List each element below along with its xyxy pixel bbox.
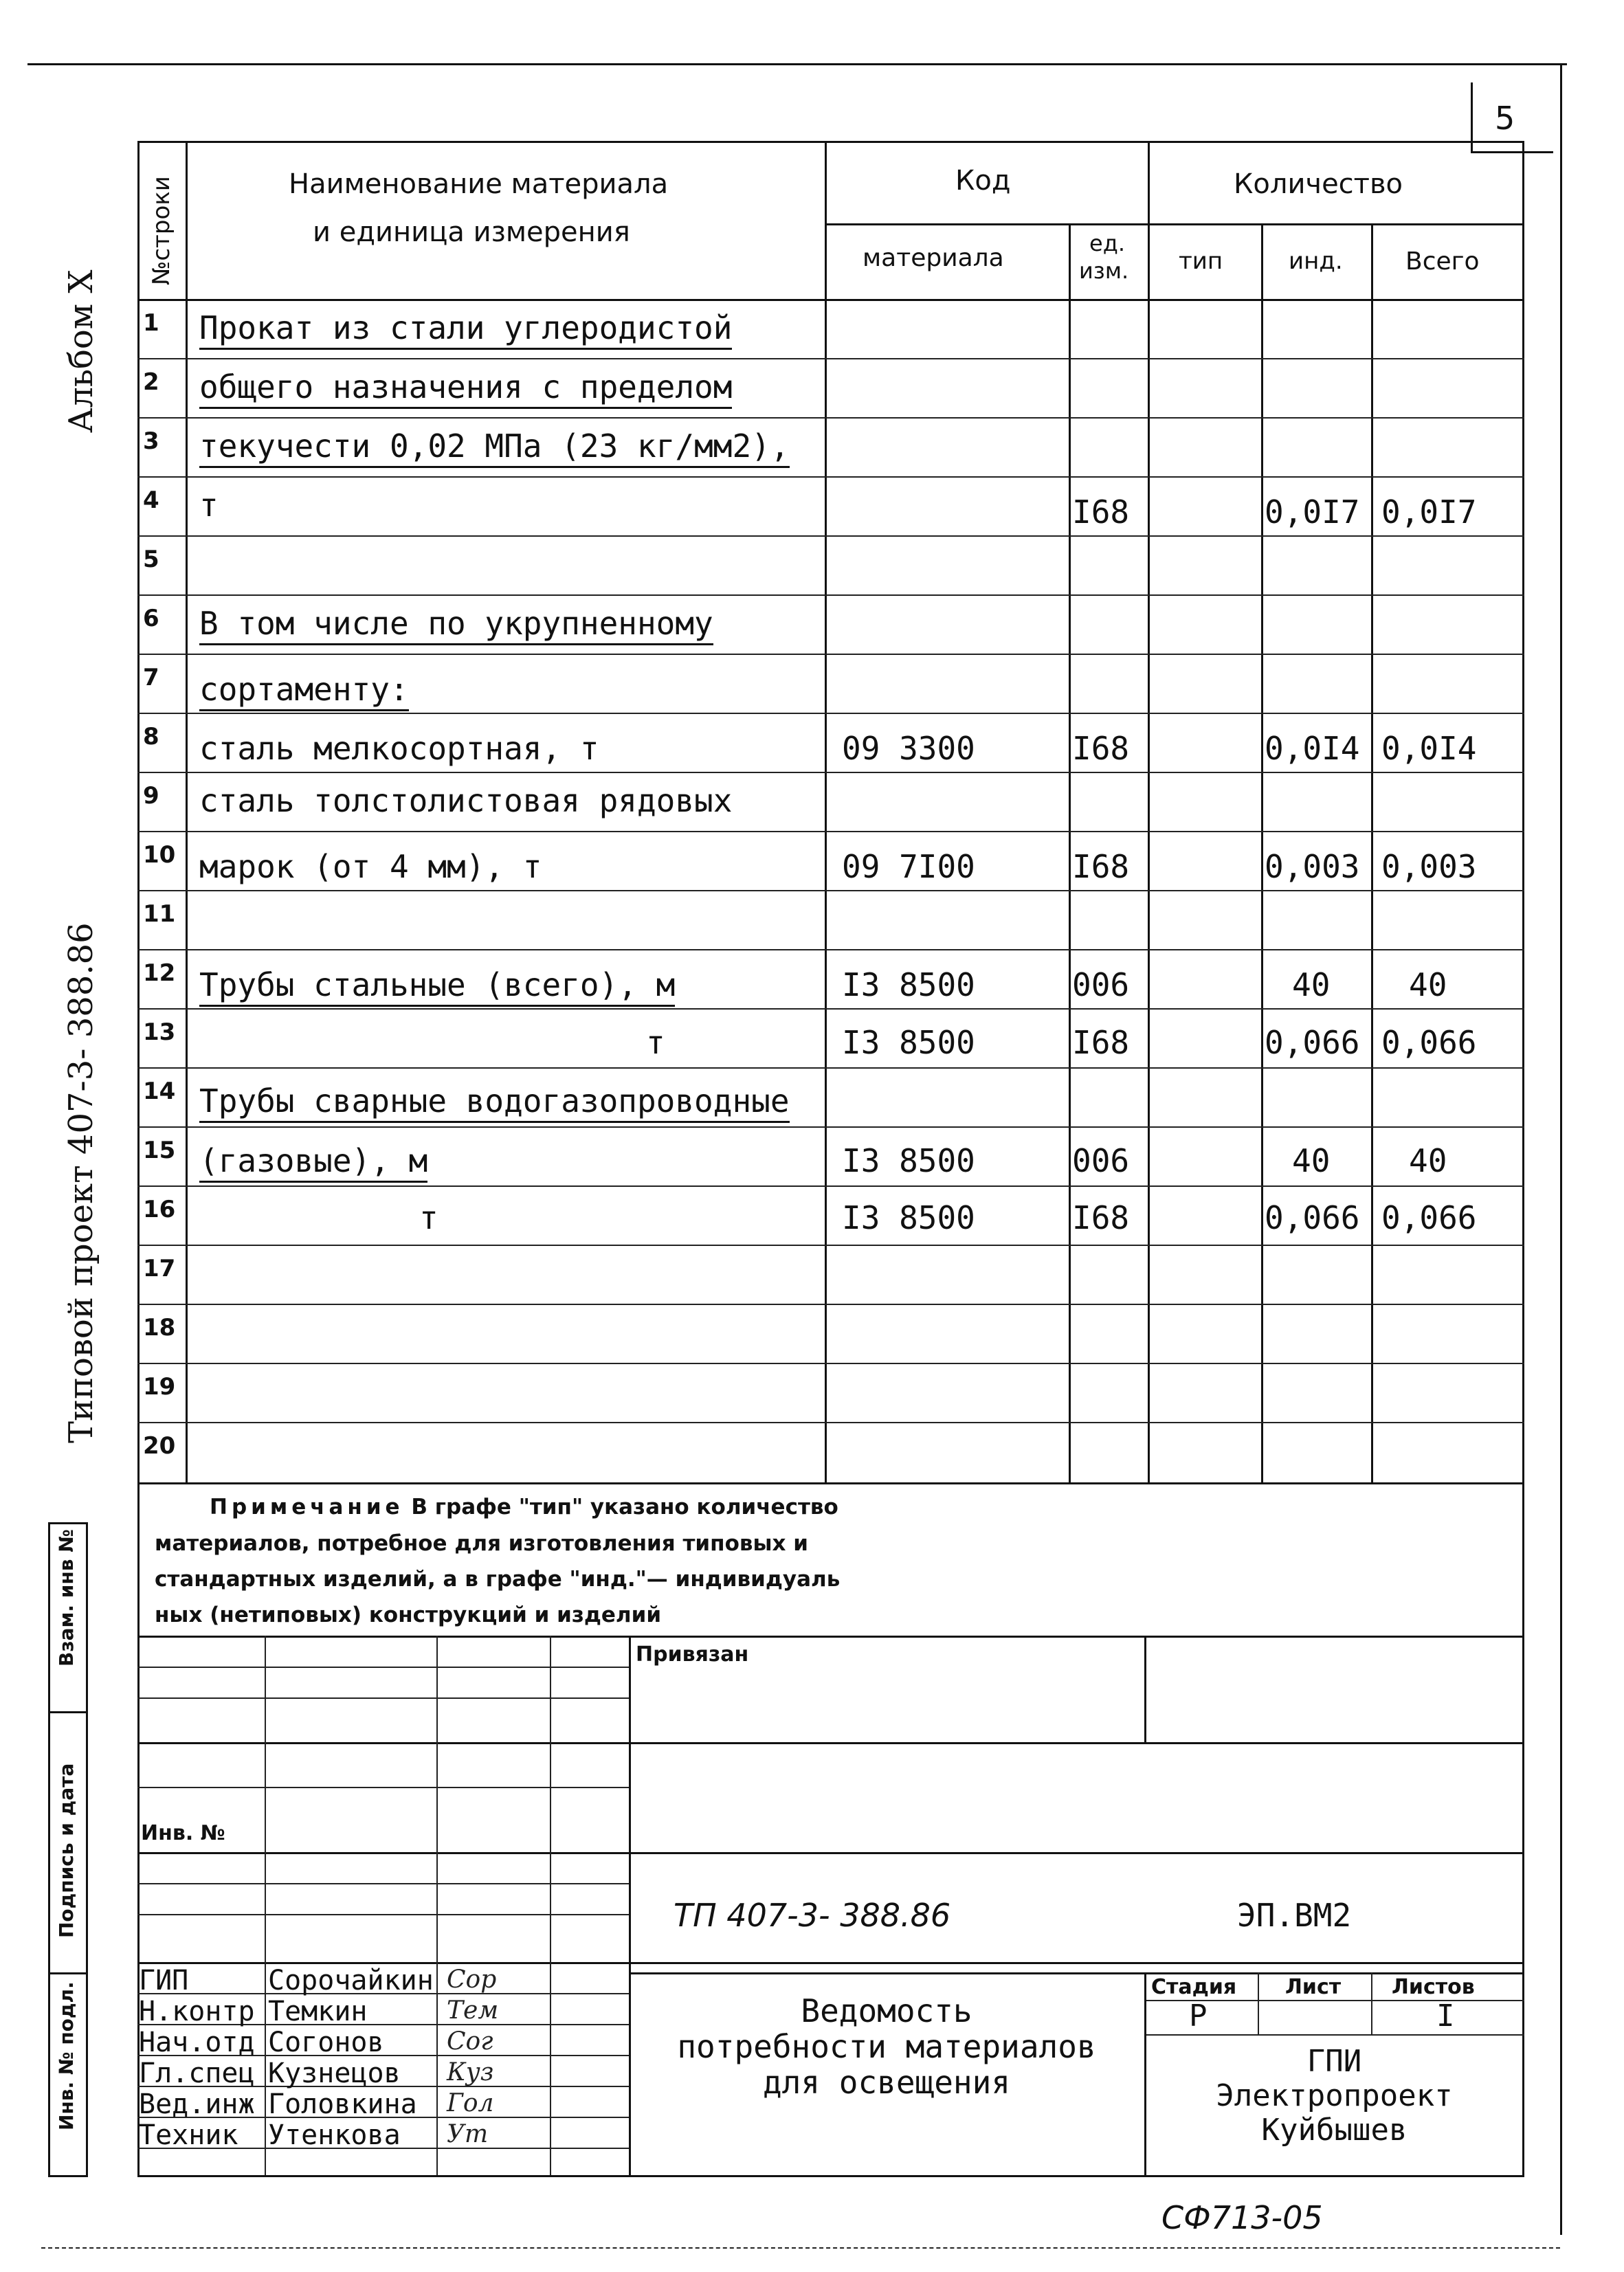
listov-label: Листов	[1392, 1975, 1475, 1999]
row-name: (газовые), м	[199, 1142, 427, 1183]
row-code: I3 8500	[842, 966, 975, 1003]
row-ind: 40	[1292, 966, 1331, 1003]
row-unit: I68	[1072, 848, 1130, 885]
note-line1: В графе "тип" указано количество	[403, 1495, 838, 1519]
row-total: 40	[1409, 966, 1447, 1003]
row-name: Прокат из стали углеродистой	[199, 309, 732, 350]
inv-podl-label: Инв. № подл.	[55, 1981, 78, 2130]
row-name: сталь мелкосортная, т	[199, 730, 599, 767]
row-name: сталь толстолистовая рядовых	[199, 782, 733, 819]
row-name: т	[199, 487, 219, 524]
unit-header-2: изм.	[1079, 258, 1129, 284]
row-total: 0,0I4	[1381, 730, 1477, 767]
unit-header-1: ед.	[1089, 230, 1125, 256]
footer-code: СФ713-05	[1161, 2199, 1323, 2236]
row-unit: 006	[1072, 966, 1130, 1003]
row-code: I3 8500	[842, 1142, 975, 1179]
row-ind: 0,0I4	[1265, 730, 1360, 767]
row-unit: I68	[1072, 493, 1130, 531]
signature: Ут	[447, 2120, 489, 2148]
name-header-line2: и единица измерения	[313, 216, 630, 248]
row-code: I3 8500	[842, 1024, 975, 1061]
project-label: Типовой проект 407-3- 388.86	[62, 922, 100, 1443]
signature: Сор	[447, 1965, 497, 1994]
top-rule	[27, 63, 1567, 65]
row-ind: 0,066	[1265, 1024, 1360, 1061]
signature: Сог	[447, 2027, 493, 2056]
signature: Гол	[447, 2089, 494, 2117]
privyazan-label: Привязан	[636, 1642, 749, 1667]
ind-header: инд.	[1289, 247, 1343, 275]
row-name: марок (от 4 мм), т	[199, 848, 542, 885]
quantity-header: Количество	[1234, 168, 1403, 200]
album-label: Альбом X	[62, 269, 100, 433]
stadiya-value: Р	[1189, 1998, 1208, 2034]
row-ind: 0,003	[1265, 848, 1360, 885]
row-unit: I68	[1072, 730, 1130, 767]
row-number-header: №строки	[148, 176, 175, 285]
row-ind: 0,0I7	[1265, 493, 1360, 531]
row-total: 0,0I7	[1381, 493, 1477, 531]
row-name: Трубы стальные (всего), м	[199, 966, 675, 1007]
note-prefix: Примечание	[210, 1495, 404, 1519]
note-line3: стандартных изделий, а в графе "инд."— индивидуаль	[155, 1567, 841, 1592]
material-code-header: материала	[863, 244, 1004, 272]
row-total: 40	[1409, 1142, 1447, 1179]
stadiya-label: Стадия	[1151, 1975, 1237, 1999]
row-name: общего назначения с пределом	[199, 368, 732, 409]
code-header: Код	[955, 165, 1011, 197]
side-strip-inner	[86, 1522, 88, 2175]
row-unit: I68	[1072, 1024, 1130, 1061]
row-total: 0,003	[1381, 848, 1477, 885]
row-total: 0,066	[1381, 1024, 1477, 1061]
signature: Куз	[447, 2058, 494, 2086]
inv-no-label: Инв. №	[141, 1821, 225, 1845]
bottom-rule	[41, 2247, 1560, 2249]
row-name: Трубы сварные водогазопроводные	[199, 1082, 790, 1123]
row-code: I3 8500	[842, 1199, 975, 1236]
listov-value: I	[1436, 1998, 1455, 2034]
row-ind: 0,066	[1265, 1199, 1360, 1236]
name-header-line1: Наименование материала	[289, 168, 669, 200]
row-code: 09 7I00	[842, 848, 975, 885]
signature: Тем	[447, 1996, 499, 2025]
row-unit: I68	[1072, 1199, 1130, 1236]
vzam-label: Взам. инв №	[55, 1529, 78, 1667]
document-title: Ведомость потребности материалов для освещения	[677, 1992, 1096, 2101]
row-code: 09 3300	[842, 730, 975, 767]
tip-header: тип	[1179, 247, 1223, 275]
row-name: сортаменту:	[199, 671, 409, 711]
page-number-box-bottom	[1471, 151, 1553, 153]
note-line4: ных (нетиповых) конструкций и изделий	[155, 1603, 662, 1627]
total-header: Всего	[1405, 247, 1480, 276]
list-label: Лист	[1285, 1975, 1342, 1999]
row-unit: 006	[1072, 1142, 1130, 1179]
row-name: текучести 0,02 МПа (23 кг/мм2),	[199, 427, 790, 468]
podpis-label: Подпись и дата	[55, 1763, 78, 1938]
sheet-code: ЭП.ВМ2	[1237, 1897, 1352, 1934]
page-number: 5	[1495, 100, 1515, 137]
row-ind: 40	[1292, 1142, 1331, 1179]
row-total: 0,066	[1381, 1199, 1477, 1236]
side-strip-outer	[48, 1522, 50, 2175]
note-line2: материалов, потребное для изготовления типовых и	[155, 1531, 809, 1556]
organization: ГПИ Электропроект Куйбышев	[1216, 2044, 1453, 2148]
right-frame	[1560, 63, 1562, 2235]
row-name: т	[419, 1199, 438, 1236]
row-name: В том числе по укрупненному	[199, 605, 713, 645]
row-name: т	[646, 1024, 665, 1061]
doc-code: ТП 407-3- 388.86	[674, 1897, 951, 1934]
